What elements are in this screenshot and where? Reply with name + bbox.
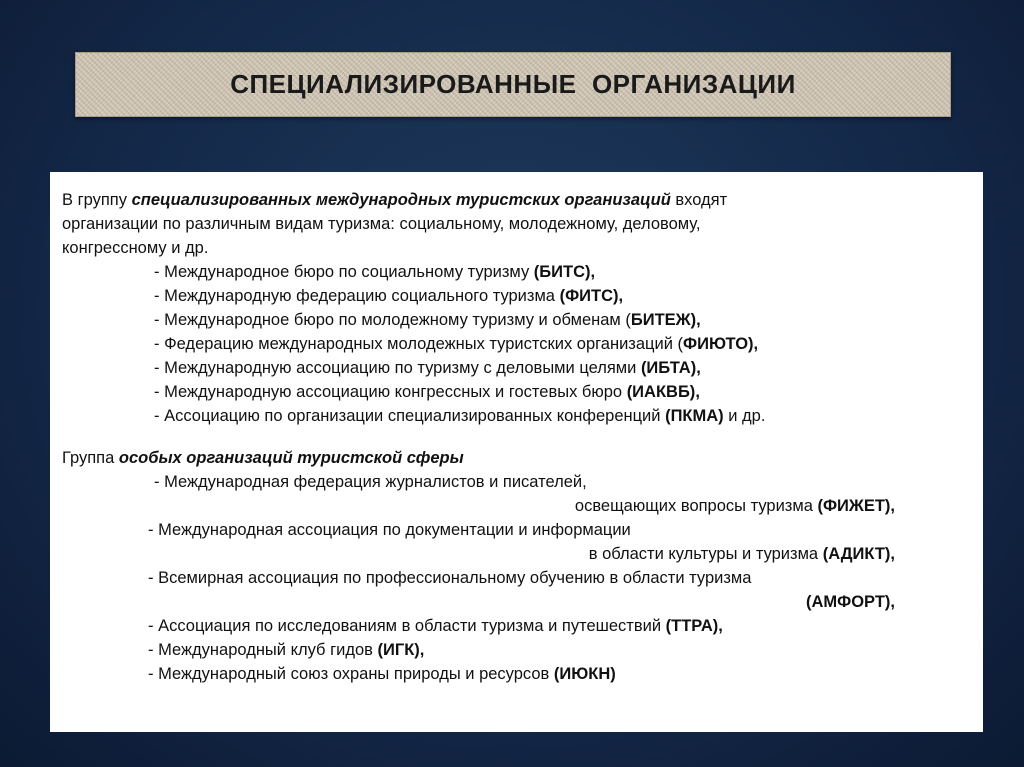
intro-line-1 [62,188,969,212]
section-gap [62,428,969,446]
intro-suffix: входят [670,191,728,209]
intro-emphasis: специализированных международных туристских организаций [131,191,671,209]
list-item: - Международная федерация журналистов и писателей, [154,473,587,491]
list-item: - Международную ассоциацию по туризму с деловыми целями (ИБТА), [154,359,701,377]
content-box [50,172,983,732]
intro-line-2: организации по различным видам туризма: социальному, молодежному, деловому, [62,215,701,233]
list-item: - Ассоциация по исследованиям в области туризма и путешествий (ТТРА), [148,617,723,635]
list-item: - Всемирная ассоциация по профессиональному обучению в области туризма [148,569,752,587]
list-item: - Международную федерацию социального туризма (ФИТС), [154,287,624,305]
list-item-continuation: (АМФОРТ), [805,593,895,611]
page-title: СПЕЦИАЛИЗИРОВАННЫЕ ОРГАНИЗАЦИИ [230,69,796,99]
list-item: - Международное бюро по молодежному туризму и обменам (БИТЕЖ), [154,311,701,329]
list-item-continuation: освещающих вопросы туризма (ФИЖЕТ), [574,497,895,515]
list-item-continuation: в области культуры и туризма (АДИКТ), [588,545,895,563]
intro-prefix: В группу [62,191,132,209]
list-item: - Международное бюро по социальному туризму (БИТС), [154,263,596,281]
list-item: - Международную ассоциацию конгрессных и гостевых бюро (ИАКВБ), [154,383,700,401]
list-item: - Международный союз охраны природы и ресурсов (ИЮКН) [148,665,616,683]
list-item: - Федерацию международных молодежных туристских организаций (ФИЮТО), [154,335,759,353]
intro-line-3: конгрессному и др. [62,239,209,257]
list-item: - Международный клуб гидов (ИГК), [148,641,425,659]
group2-heading: Группа особых организаций туристской сферы [62,449,464,467]
title-bar [75,52,951,117]
list-item: - Ассоциацию по организации специализированных конференций (ПКМА) и др. [154,407,766,425]
list-item: - Международная ассоциация по документации и информации [148,521,631,539]
